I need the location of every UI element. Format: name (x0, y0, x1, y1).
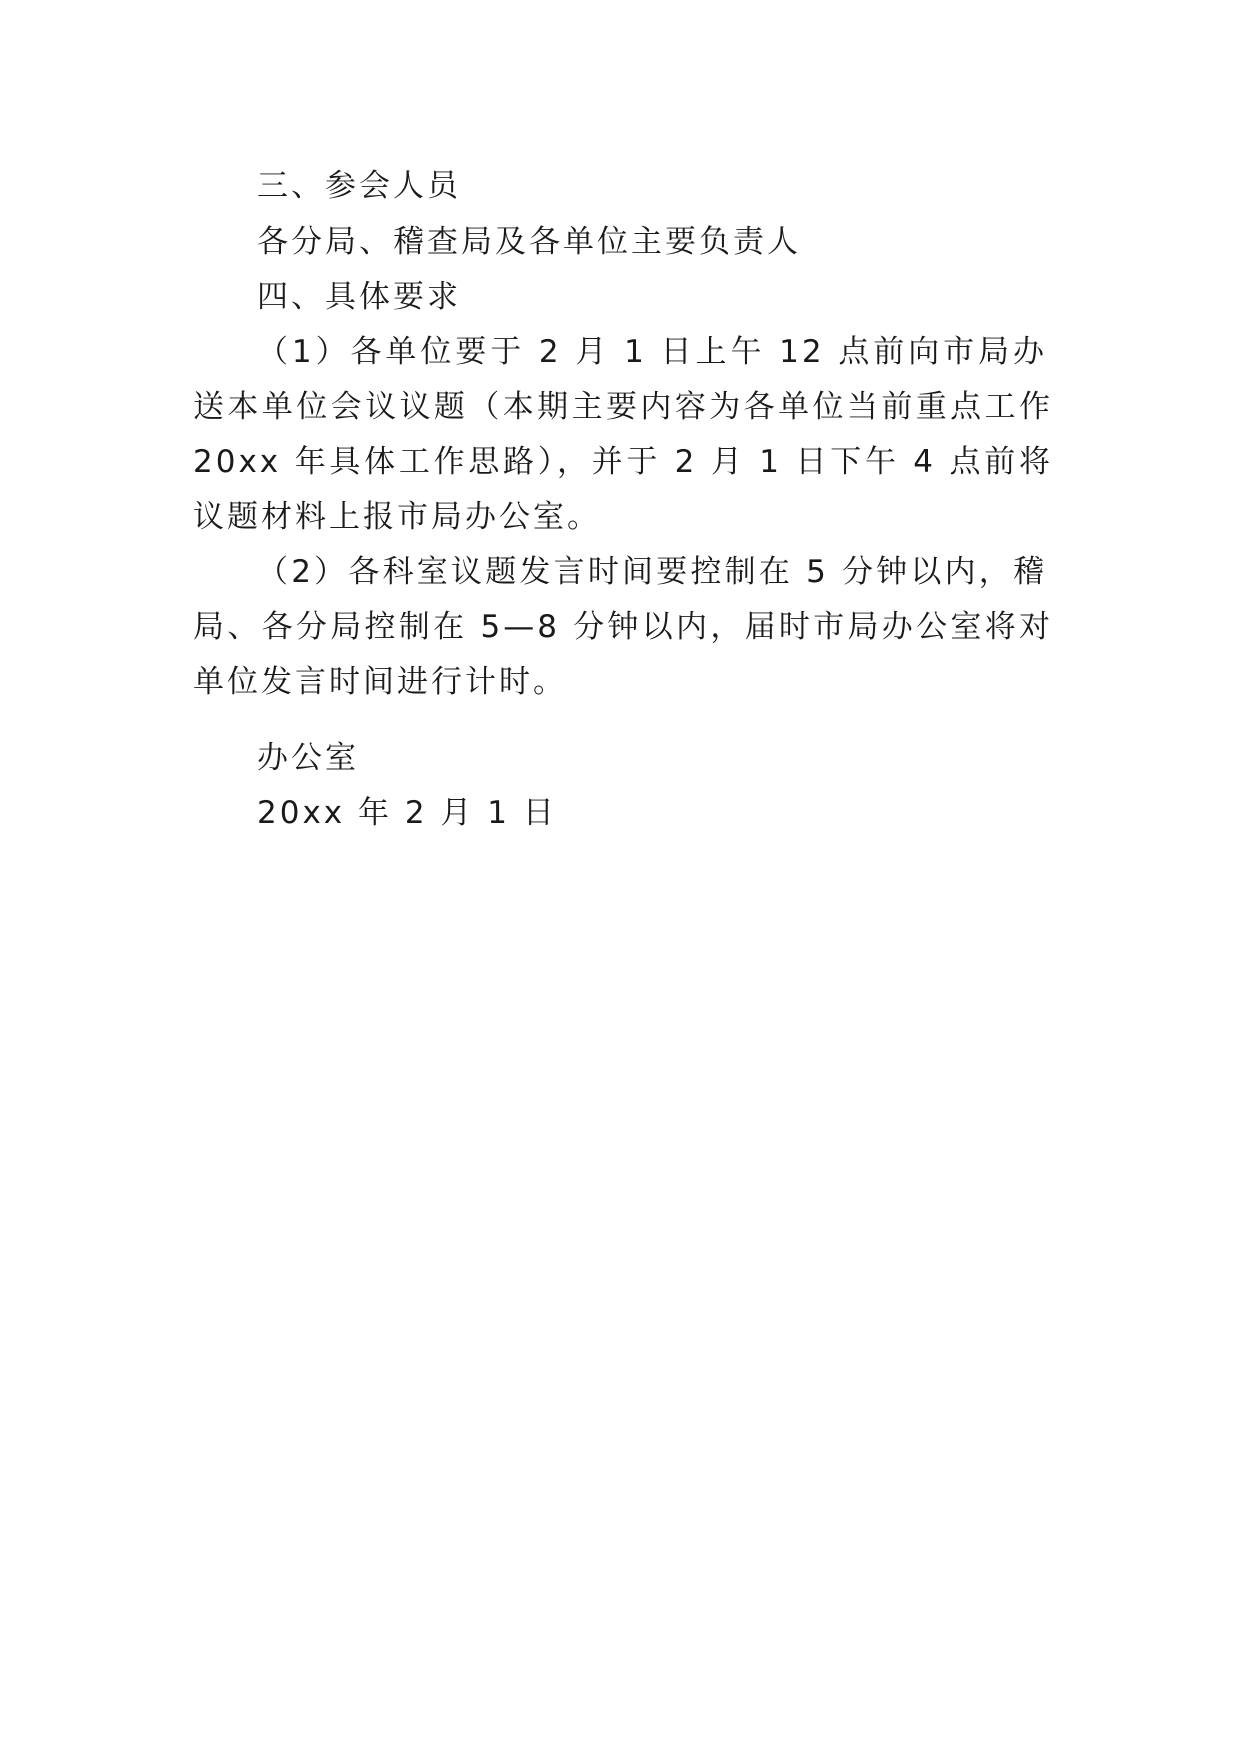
requirement-2-line-2: 局、各分局控制在 5—8 分钟以内，届时市局办公室将对 (193, 609, 1053, 645)
attendees-text: 各分局、稽查局及各单位主要负责人 (257, 224, 801, 260)
requirement-1-line-4: 议题材料上报市局办公室。 (193, 499, 601, 535)
signature-organization: 办公室 (257, 740, 359, 776)
section-heading-requirements: 四、具体要求 (257, 279, 461, 315)
requirement-1-line-2: 送本单位会议议题（本期主要内容为各单位当前重点工作 (193, 389, 1053, 425)
requirement-2-line-3: 单位发言时间进行计时。 (193, 664, 567, 700)
requirement-2-line-1: （2）各科室议题发言时间要控制在 5 分钟以内，稽 (257, 554, 1047, 590)
requirement-1-line-3: 20xx 年具体工作思路），并于 2 月 1 日下午 4 点前将 (193, 444, 1053, 480)
requirement-1-line-1: （1）各单位要于 2 月 1 日上午 12 点前向市局办 (257, 334, 1047, 370)
section-heading-attendees: 三、参会人员 (257, 168, 461, 204)
signature-date: 20xx 年 2 月 1 日 (257, 795, 557, 831)
